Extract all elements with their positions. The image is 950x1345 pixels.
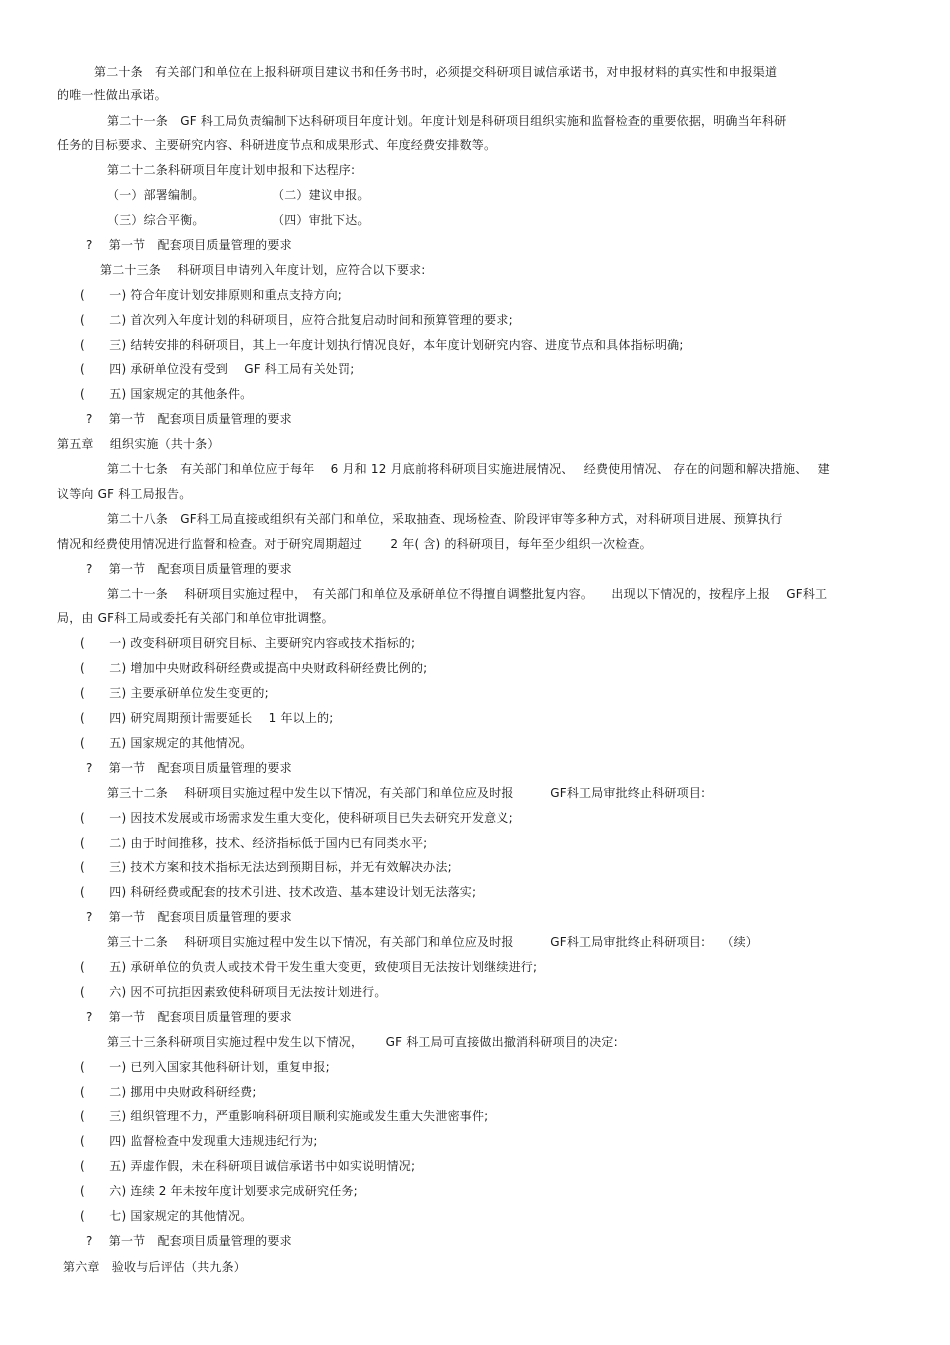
text-line: 第三十二条 科研项目实施过程中发生以下情况，有关部门和单位应及时报 GF科工局审批终止科研项目: bbox=[107, 786, 706, 800]
section-heading: ? 第一节 配套项目质量管理的要求 bbox=[86, 412, 292, 426]
text-line: （四）审批下达。 bbox=[272, 213, 370, 227]
chapter-heading: 第六章 验收与后评估（共九条） bbox=[63, 1260, 247, 1274]
text-line: 任务的目标要求、主要研究内容、科研进度节点和成果形式、年度经费安排数等。 bbox=[57, 138, 497, 152]
text-line: 第二十七条 有关部门和单位应于每年 6 月和 12 月底前将科研项目实施进展情况、 经费使用情况、 存在的问题和解决措施、 建 bbox=[107, 462, 830, 476]
text-line: （三）综合平衡。 bbox=[107, 213, 205, 227]
text-line: 第二十一条 科研项目实施过程中， 有关部门和单位及承研单位不得擅自调整批复内容。 出现以下情况的，按程序上报 GF科工 bbox=[107, 587, 828, 601]
text-line: 第二十二条科研项目年度计划申报和下达程序: bbox=[107, 163, 356, 177]
section-heading: ? 第一节 配套项目质量管理的要求 bbox=[86, 562, 292, 576]
list-item: ( 一) 改变科研项目研究目标、主要研究内容或技术指标的; bbox=[80, 636, 416, 650]
list-item: ( 二) 由于时间推移，技术、经济指标低于国内已有同类水平; bbox=[80, 836, 428, 850]
list-item: ( 五) 弄虚作假，未在科研项目诚信承诺书中如实说明情况; bbox=[80, 1159, 416, 1173]
text-line: 第三十二条 科研项目实施过程中发生以下情况，有关部门和单位应及时报 GF科工局审批终止科研项目: （续） bbox=[107, 935, 759, 949]
section-heading: ? 第一节 配套项目质量管理的要求 bbox=[86, 238, 292, 252]
list-item: ( 七) 国家规定的其他情况。 bbox=[80, 1209, 253, 1223]
text-line: 第三十三条科研项目实施过程中发生以下情况， GF 科工局可直接做出撤消科研项目的决定: bbox=[107, 1035, 618, 1049]
section-heading: ? 第一节 配套项目质量管理的要求 bbox=[86, 1010, 292, 1024]
list-item: ( 二) 挪用中央财政科研经费; bbox=[80, 1085, 257, 1099]
list-item: ( 五) 承研单位的负责人或技术骨干发生重大变更，致使项目无法按计划继续进行; bbox=[80, 960, 538, 974]
text-line: 的唯一性做出承诺。 bbox=[57, 88, 167, 102]
text-line: 第二十八条 GF科工局直接或组织有关部门和单位，采取抽查、现场检查、阶段评审等多种方式，对科研项目进展、预算执行 bbox=[107, 512, 783, 526]
section-heading: ? 第一节 配套项目质量管理的要求 bbox=[86, 910, 292, 924]
list-item: ( 三) 主要承研单位发生变更的; bbox=[80, 686, 269, 700]
list-item: ( 四) 研究周期预计需要延长 1 年以上的; bbox=[80, 711, 334, 725]
text-line: 第二十一条 GF 科工局负责编制下达科研项目年度计划。年度计划是科研项目组织实施和监督检查的重要依据，明确当年科研 bbox=[107, 114, 787, 128]
list-item: ( 一) 符合年度计划安排原则和重点支持方向; bbox=[80, 288, 343, 302]
list-item: ( 六) 连续 2 年未按年度计划要求完成研究任务; bbox=[80, 1184, 358, 1198]
section-heading: ? 第一节 配套项目质量管理的要求 bbox=[86, 1234, 292, 1248]
list-item: ( 一) 因技术发展或市场需求发生重大变化，使科研项目已失去研究开发意义; bbox=[80, 811, 513, 825]
section-heading: ? 第一节 配套项目质量管理的要求 bbox=[86, 761, 292, 775]
text-line: 局，由 GF科工局或委托有关部门和单位审批调整。 bbox=[57, 611, 334, 625]
text-line: 第二十条 有关部门和单位在上报科研项目建议书和任务书时，必须提交科研项目诚信承诺书，对申报材料的真实性和申报渠道 bbox=[94, 65, 778, 79]
list-item: ( 三) 组织管理不力，严重影响科研项目顺利实施或发生重大失泄密事件; bbox=[80, 1109, 489, 1123]
list-item: ( 三) 结转安排的科研项目，其上一年度计划执行情况良好，本年度计划研究内容、进度节点和具体指标明确; bbox=[80, 338, 684, 352]
text-line: 议等向 GF 科工局报告。 bbox=[57, 487, 192, 501]
text-line: （一）部署编制。 bbox=[107, 188, 205, 202]
list-item: ( 六) 因不可抗拒因素致使科研项目无法按计划进行。 bbox=[80, 985, 387, 999]
list-item: ( 四) 承研单位没有受到 GF 科工局有关处罚; bbox=[80, 362, 355, 376]
list-item: ( 三) 技术方案和技术指标无法达到预期目标，并无有效解决办法; bbox=[80, 860, 452, 874]
chapter-heading: 第五章 组织实施（共十条） bbox=[57, 437, 220, 451]
text-line: （二）建议申报。 bbox=[272, 188, 370, 202]
list-item: ( 二) 增加中央财政科研经费或提高中央财政科研经费比例的; bbox=[80, 661, 428, 675]
list-item: ( 四) 科研经费或配套的技术引进、技术改造、基本建设计划无法落实; bbox=[80, 885, 477, 899]
list-item: ( 五) 国家规定的其他条件。 bbox=[80, 387, 253, 401]
text-line: 第二十三条 科研项目申请列入年度计划，应符合以下要求: bbox=[100, 263, 426, 277]
list-item: ( 一) 已列入国家其他科研计划，重复申报; bbox=[80, 1060, 330, 1074]
list-item: ( 四) 监督检查中发现重大违规违纪行为; bbox=[80, 1134, 318, 1148]
list-item: ( 五) 国家规定的其他情况。 bbox=[80, 736, 253, 750]
list-item: ( 二) 首次列入年度计划的科研项目，应符合批复启动时间和预算管理的要求; bbox=[80, 313, 513, 327]
text-line: 情况和经费使用情况进行监督和检查。对于研究周期超过 2 年( 含) 的科研项目，每年至少组织一次检查。 bbox=[57, 537, 652, 551]
